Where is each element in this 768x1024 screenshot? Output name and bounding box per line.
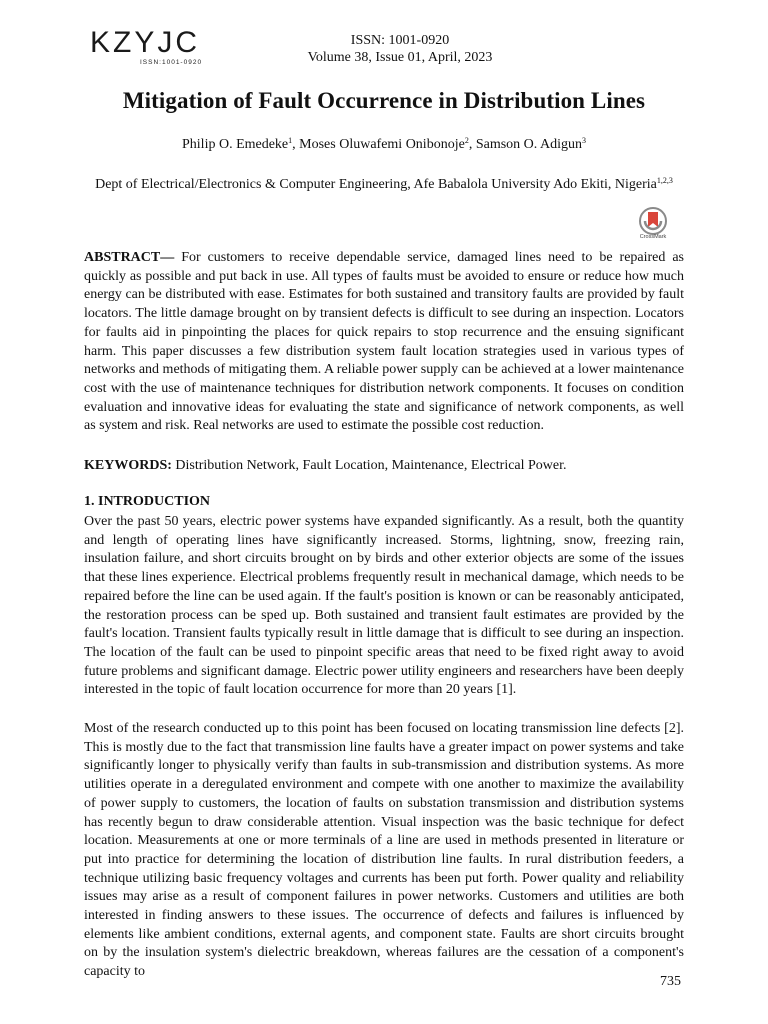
keywords-text: Distribution Network, Fault Location, Maintenance, Electrical Power. — [171, 458, 567, 473]
journal-info — [300, 32, 500, 66]
abstract-text: For customers to receive dependable service, damaged lines need to be repaired as quickly as possible and put back in use. All types of faults must be avoided to ensure or reduce how much energy can be distributed with ease. Estimates for both sustained and transitory faults are provided by fault locators. The little damage brought on by transient defects is difficult to see during an inspection. Locators for faults aid in pinpointing the places for quick repairs to stop recurrence and the ensuing significant harm. This paper discusses a few distribution system fault location strategies used in various types of networks and methods of mitigating them. A reliable power supply can be achieved at a lower maintenance cost with the use of maintenance techniques for distribution network components. It focuses on condition evaluation and innovative ideas for evaluating the state and significance of network components, as well as system and risk. Real networks are used to estimate the possible cost reduction. — [84, 250, 684, 434]
keywords — [84, 457, 684, 476]
author-name: Samson O. Adigun — [475, 137, 582, 152]
author-name: Moses Oluwafemi Onibonoje — [299, 137, 465, 152]
author-list — [0, 137, 768, 153]
page-number: 735 — [660, 974, 681, 989]
affiliation-mark: 1,2,3 — [656, 176, 673, 185]
keywords-label: KEYWORDS: — [84, 458, 172, 473]
logo-subtext: ISSN:1001-0920 — [140, 59, 203, 66]
author-name: Philip O. Emedeke — [182, 137, 289, 152]
author-affil-mark: 1 — [288, 136, 293, 145]
author-affil-mark: 3 — [582, 136, 586, 145]
affiliation — [0, 177, 768, 193]
abstract-label: ABSTRACT— — [84, 250, 175, 265]
author-separator: , — [292, 137, 300, 152]
journal-logo — [90, 28, 214, 70]
body-paragraph: Most of the research conducted up to this point has been focused on locating transmission line defects [2]. This is mostly due to the fact that transmission line faults have a greater impact on power systems and take significantly longer to physically verify than faults in sub-transmission and distribution systems. As more utilities operate in a deregulated environment and compete with one another to maximize the availability of power supply to customers, the location of faults on substation transmission and distribution systems has recently begun to draw considerable attention. Visual inspection was the basic technique for defect location. Measurements at one or more terminals of a line are used in methods presented in literature or put into practice for determining the location of distribution line faults. In rural distribution feeders, a technique utilizing basic frequency voltages and currents has been put forth. Power quality and reliability issues may arise as a result of component failures in power networks. Customers and utilities are both interested in finding answers to these issues. The occurrence of defects and failures is influenced by elements like ambient conditions, external agents, and component state. Faults are short circuits brought on by the insulation system's dielectric breakdown, whereas failures are the cessation of a component's capacity to — [84, 721, 684, 980]
paper-title: Mitigation of Fault Occurrence in Distribution Lines — [122, 88, 646, 113]
affiliation-text: Dept of Electrical/Electronics & Computer Engineering, Afe Babalola University Ado Ekiti, Nigeria — [95, 177, 657, 192]
volume-line: Volume 38, Issue 01, April, 2023 — [307, 50, 493, 65]
issn-line: ISSN: 1001-0920 — [350, 33, 450, 48]
crossmark-badge[interactable] — [634, 207, 672, 243]
author-affil-mark: 2 — [464, 136, 469, 145]
section-heading-introduction: 1. INTRODUCTION — [84, 494, 211, 509]
body-paragraph: Over the past 50 years, electric power systems have expanded significantly. As a result, both the quantity and length of operating lines have significantly increased. Storms, lightning, snow, freezing rain, insulation failure, and short circuits brought on by birds and other exterior objects are some of the issues that these lines experience. Electrical problems frequently result in mechanical damage, which needs to be repaired before the line can be used again. If the fault's position is known or can be reasonably anticipated, the restoration process can be sped up. Both sustained and transient fault estimates are provided by the fault's location. Transient faults typically result in little damage that is difficult to see during an inspection. The location of the fault can be used to pinpoint specific areas that need to be fixed right away to avoid future problems and significant damage. Electric power utility engineers and researchers have been deeply interested in the topic of fault location occurrence for more than 20 years [1]. — [84, 514, 684, 698]
crossmark-icon — [639, 207, 667, 235]
abstract — [84, 249, 684, 436]
crossmark-label: CrossMark — [639, 234, 667, 240]
author-separator: , — [468, 137, 476, 152]
logo-text: KZYJC — [90, 26, 201, 59]
